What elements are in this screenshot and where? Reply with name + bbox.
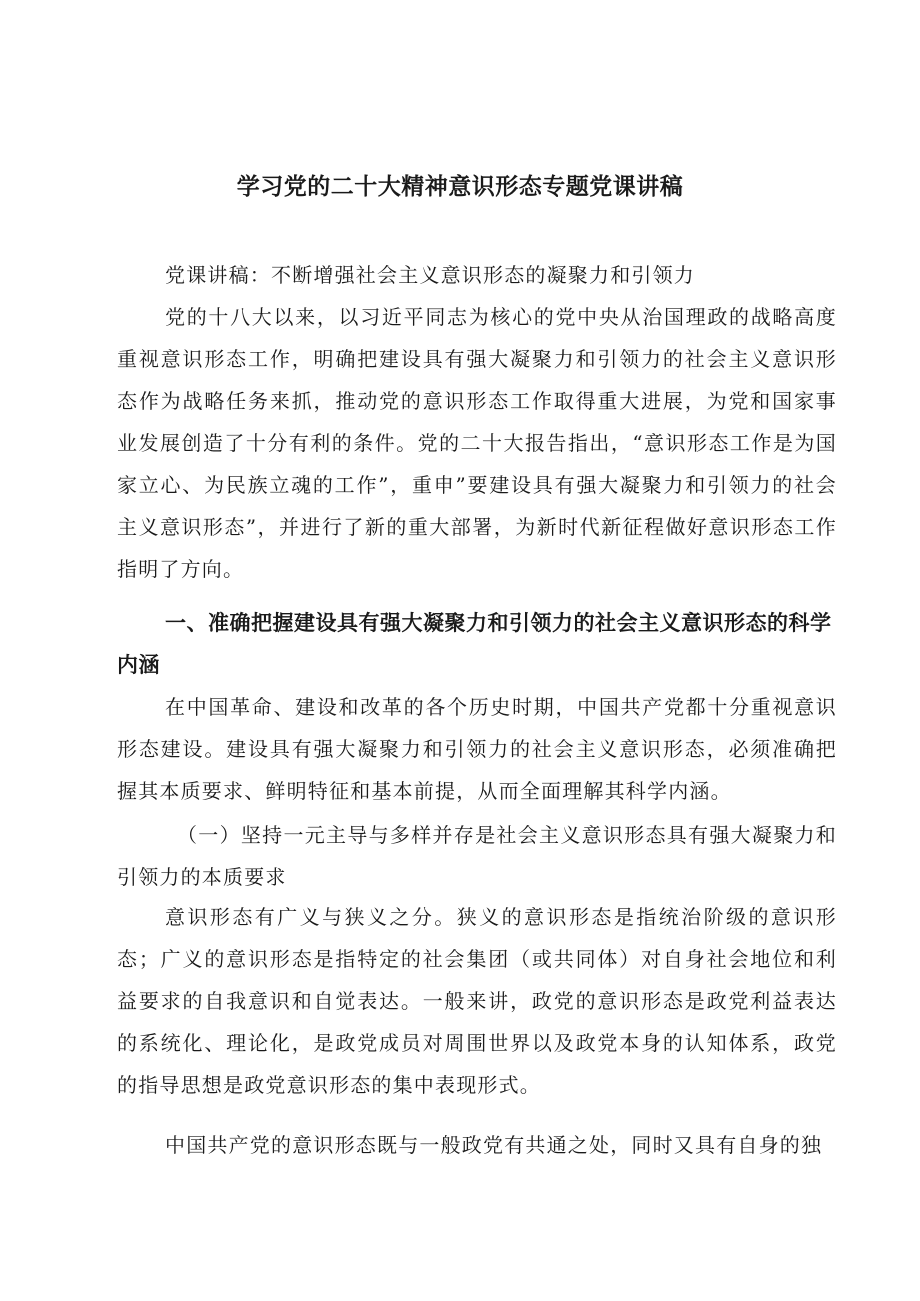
document-title: 学习党的二十大精神意识形态专题党课讲稿 bbox=[236, 174, 684, 200]
paragraph-section-one: 在中国革命、建设和改革的各个历史时期，中国共产党都十分重视意识形态建设。建设具有强大凝聚力和引领力的社会主义意识形态，必须准确把握其本质要求、鲜明特征和基本前提，从而全面理解其科学内涵。 bbox=[117, 695, 837, 803]
section-heading-one: 一、准确把握建设具有强大凝聚力和引领力的社会主义意识形态的科学内涵 bbox=[117, 611, 832, 677]
paragraph-intro: 党的十八大以来，以习近平同志为核心的党中央从治国理政的战略高度重视意识形态工作，明确把建设具有强大凝聚力和引领力的社会主义意识形态作为战略任务来抓，推动党的意识形态工作取得重大进展，为党和国家事业发展创造了十分有利的条件。党的二十大报告指出，“意识形态工作是为国家立心、为民族立魂的工作”，重申”要建设具有强大凝聚力和引领力的社会主义意识形态”，并进行了新的重大部署，为新时代新征程做好意识形态工作指明了方向。 bbox=[117, 305, 837, 581]
document-subtitle: 党课讲稿：不断增强社会主义意识形态的凝聚力和引领力 bbox=[165, 263, 695, 287]
paragraph-ideology-definition: 意识形态有广义与狭义之分。狭义的意识形态是指统治阶级的意识形态；广义的意识形态是指特定的社会集团（或共同体）对自身社会地位和利益要求的自我意识和自觉表达。一般来讲，政党的意识形态是政党利益表达的系统化、理论化，是政党成员对周围世界以及政党本身的认知体系，政党的指导思想是政党意识形态的集中表现形式。 bbox=[117, 905, 837, 1097]
subsection-heading-one: （一）坚持一元主导与多样并存是社会主义意识形态具有强大凝聚力和引领力的本质要求 bbox=[117, 823, 837, 889]
paragraph-cpc-ideology: 中国共产党的意识形态既与一般政党有共通之处，同时又具有自身的独 bbox=[165, 1133, 823, 1157]
